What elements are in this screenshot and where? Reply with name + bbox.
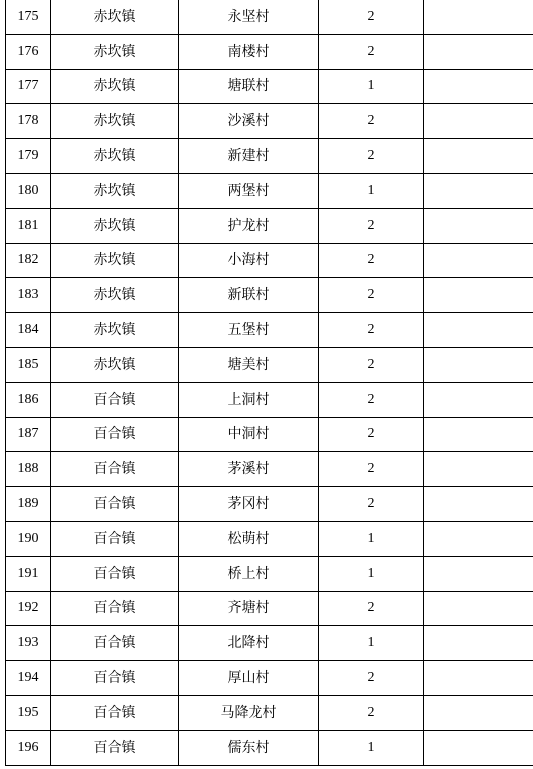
count-cell: 2 — [319, 313, 424, 348]
table-row — [6, 382, 533, 417]
remark-cell — [424, 591, 533, 626]
count-cell: 1 — [319, 730, 424, 765]
village-cell: 桥上村 — [179, 556, 319, 591]
remark-cell — [424, 695, 533, 730]
town-cell: 赤坎镇 — [51, 139, 179, 174]
table-row — [6, 347, 533, 382]
row-number-cell: 179 — [6, 139, 51, 174]
table-row — [6, 139, 533, 174]
table-row — [6, 661, 533, 696]
row-number-cell: 189 — [6, 487, 51, 522]
village-cell: 新联村 — [179, 278, 319, 313]
town-cell: 百合镇 — [51, 626, 179, 661]
table-row — [6, 730, 533, 765]
table-row — [6, 69, 533, 104]
row-number-cell: 188 — [6, 452, 51, 487]
town-cell: 赤坎镇 — [51, 104, 179, 139]
count-cell: 2 — [319, 382, 424, 417]
remark-cell — [424, 487, 533, 522]
remark-cell — [424, 730, 533, 765]
remark-cell — [424, 173, 533, 208]
village-cell: 松萌村 — [179, 521, 319, 556]
town-cell: 百合镇 — [51, 417, 179, 452]
town-cell: 百合镇 — [51, 695, 179, 730]
table-row — [6, 695, 533, 730]
remark-cell — [424, 104, 533, 139]
village-cell: 护龙村 — [179, 208, 319, 243]
row-number-cell: 183 — [6, 278, 51, 313]
table-row — [6, 34, 533, 69]
remark-cell — [424, 243, 533, 278]
village-allocation-table — [5, 0, 533, 766]
village-cell: 两堡村 — [179, 173, 319, 208]
table-row — [6, 487, 533, 522]
count-cell: 2 — [319, 347, 424, 382]
row-number-cell: 195 — [6, 695, 51, 730]
village-cell: 北降村 — [179, 626, 319, 661]
town-cell: 赤坎镇 — [51, 278, 179, 313]
table-row — [6, 452, 533, 487]
village-cell: 茅冈村 — [179, 487, 319, 522]
table-row — [6, 591, 533, 626]
row-number-cell: 175 — [6, 0, 51, 34]
town-cell: 赤坎镇 — [51, 69, 179, 104]
village-cell: 茅溪村 — [179, 452, 319, 487]
village-cell: 小海村 — [179, 243, 319, 278]
count-cell: 2 — [319, 0, 424, 34]
table-row — [6, 417, 533, 452]
row-number-cell: 191 — [6, 556, 51, 591]
count-cell: 2 — [319, 278, 424, 313]
village-cell: 南楼村 — [179, 34, 319, 69]
remark-cell — [424, 626, 533, 661]
table-row — [6, 0, 533, 34]
row-number-cell: 196 — [6, 730, 51, 765]
row-number-cell: 181 — [6, 208, 51, 243]
count-cell: 1 — [319, 626, 424, 661]
town-cell: 百合镇 — [51, 382, 179, 417]
town-cell: 赤坎镇 — [51, 208, 179, 243]
count-cell: 1 — [319, 69, 424, 104]
table-row — [6, 243, 533, 278]
town-cell: 百合镇 — [51, 452, 179, 487]
village-cell: 沙溪村 — [179, 104, 319, 139]
count-cell: 1 — [319, 173, 424, 208]
count-cell: 2 — [319, 139, 424, 174]
remark-cell — [424, 69, 533, 104]
village-cell: 上洞村 — [179, 382, 319, 417]
village-cell: 儒东村 — [179, 730, 319, 765]
village-cell: 中洞村 — [179, 417, 319, 452]
count-cell: 2 — [319, 452, 424, 487]
village-cell: 厚山村 — [179, 661, 319, 696]
row-number-cell: 186 — [6, 382, 51, 417]
remark-cell — [424, 521, 533, 556]
remark-cell — [424, 0, 533, 34]
count-cell: 2 — [319, 487, 424, 522]
town-cell: 百合镇 — [51, 730, 179, 765]
town-cell: 赤坎镇 — [51, 34, 179, 69]
count-cell: 2 — [319, 661, 424, 696]
remark-cell — [424, 278, 533, 313]
town-cell: 百合镇 — [51, 521, 179, 556]
remark-cell — [424, 208, 533, 243]
count-cell: 2 — [319, 208, 424, 243]
remark-cell — [424, 139, 533, 174]
table-row — [6, 173, 533, 208]
table-row — [6, 278, 533, 313]
village-cell: 塘联村 — [179, 69, 319, 104]
count-cell: 2 — [319, 104, 424, 139]
village-cell: 马降龙村 — [179, 695, 319, 730]
row-number-cell: 180 — [6, 173, 51, 208]
town-cell: 赤坎镇 — [51, 0, 179, 34]
table-body — [6, 0, 533, 765]
count-cell: 2 — [319, 243, 424, 278]
count-cell: 2 — [319, 695, 424, 730]
table-row — [6, 556, 533, 591]
table-row — [6, 208, 533, 243]
village-cell: 齐塘村 — [179, 591, 319, 626]
count-cell: 2 — [319, 591, 424, 626]
remark-cell — [424, 556, 533, 591]
remark-cell — [424, 313, 533, 348]
remark-cell — [424, 382, 533, 417]
count-cell: 1 — [319, 556, 424, 591]
row-number-cell: 184 — [6, 313, 51, 348]
remark-cell — [424, 417, 533, 452]
table-row — [6, 626, 533, 661]
row-number-cell: 182 — [6, 243, 51, 278]
row-number-cell: 185 — [6, 347, 51, 382]
town-cell: 赤坎镇 — [51, 313, 179, 348]
remark-cell — [424, 347, 533, 382]
row-number-cell: 192 — [6, 591, 51, 626]
town-cell: 赤坎镇 — [51, 173, 179, 208]
village-cell: 塘美村 — [179, 347, 319, 382]
table-row — [6, 313, 533, 348]
remark-cell — [424, 34, 533, 69]
table-row — [6, 521, 533, 556]
row-number-cell: 187 — [6, 417, 51, 452]
town-cell: 百合镇 — [51, 556, 179, 591]
town-cell: 百合镇 — [51, 661, 179, 696]
count-cell: 2 — [319, 417, 424, 452]
town-cell: 赤坎镇 — [51, 243, 179, 278]
row-number-cell: 190 — [6, 521, 51, 556]
village-cell: 永坚村 — [179, 0, 319, 34]
village-cell: 新建村 — [179, 139, 319, 174]
row-number-cell: 193 — [6, 626, 51, 661]
remark-cell — [424, 661, 533, 696]
row-number-cell: 176 — [6, 34, 51, 69]
row-number-cell: 177 — [6, 69, 51, 104]
town-cell: 百合镇 — [51, 487, 179, 522]
row-number-cell: 194 — [6, 661, 51, 696]
table-row — [6, 104, 533, 139]
town-cell: 赤坎镇 — [51, 347, 179, 382]
remark-cell — [424, 452, 533, 487]
town-cell: 百合镇 — [51, 591, 179, 626]
count-cell: 2 — [319, 34, 424, 69]
count-cell: 1 — [319, 521, 424, 556]
row-number-cell: 178 — [6, 104, 51, 139]
village-cell: 五堡村 — [179, 313, 319, 348]
